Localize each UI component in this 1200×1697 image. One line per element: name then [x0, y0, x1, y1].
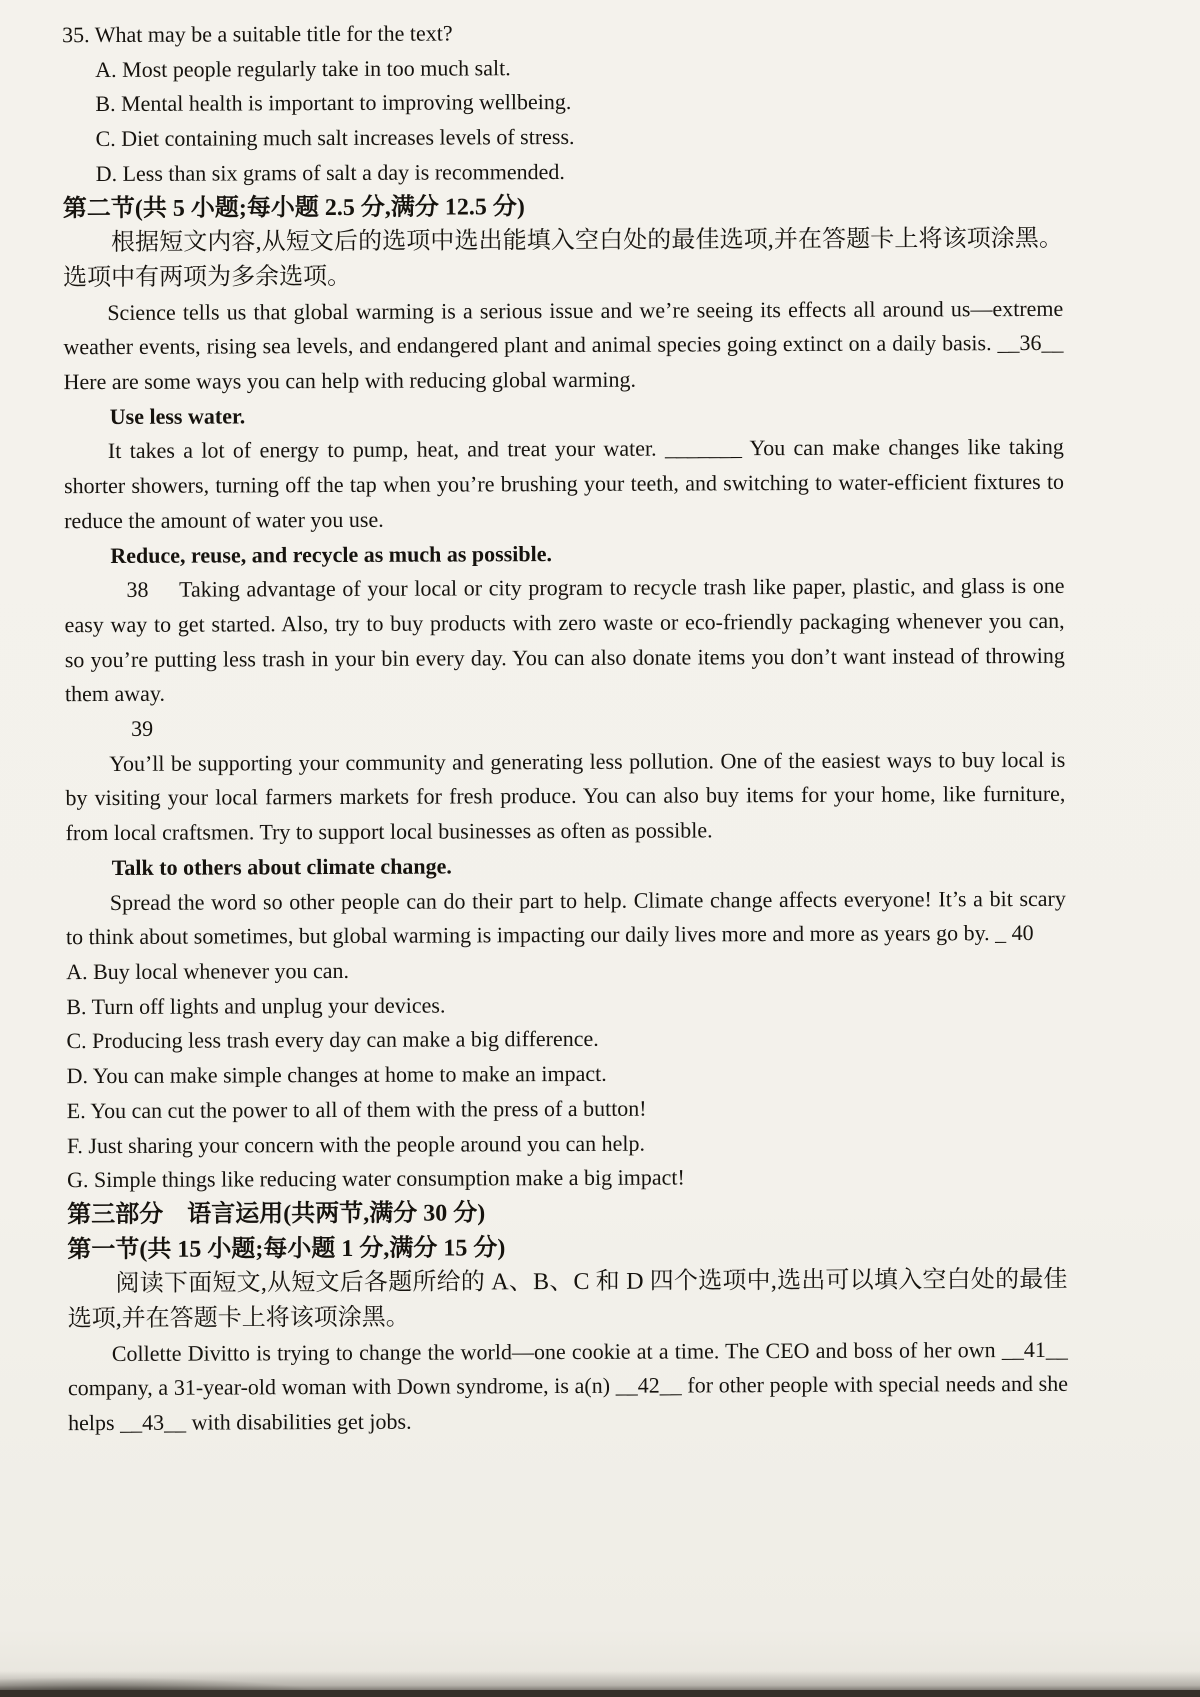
passage-heading-reduce-reuse-recycle: Reduce, reuse, and recycle as much as possible. [110, 540, 553, 568]
passage-para-recycle: 38 Taking advantage of your local or city program to recycle trash like paper, plastic, and glass is one easy way to get started. Also, try to buy products with zero waste or eco-friendly packaging whenever you can, so you’re putting less trash in your bin every day. You can also donate items you don’t want instead of throwing them away. [64, 573, 1065, 707]
passage-para-spread-word: Spread the word so other people can do their part to help. Climate change affects everyone! It’s a bit scary to think about sometimes, but global warming is impacting our daily lives more and more as years go by. _ 40 [65, 885, 1066, 950]
choice-c: C. Producing less trash every day can make a big difference. [66, 1026, 599, 1054]
question-35-stem: 35. What may be a suitable title for the text? [62, 20, 453, 48]
part3-section1-header: 第一节(共 15 小题;每小题 1 分,满分 15 分) [67, 1234, 506, 1263]
choice-f: F. Just sharing your concern with the people around you can help. [66, 1130, 646, 1158]
question-35-option-b: B. Mental health is important to improving wellbeing. [95, 89, 572, 117]
passage-heading-use-less-water: Use less water. [109, 403, 246, 429]
passage-para-water: It takes a lot of energy to pump, heat, and treat your water. _______ You can make changes like taking shorter showers, turning off the tap when you’re brushing your teeth, and switching to water-efficient fixtures to reduce the amount of water you use. [63, 434, 1065, 534]
blank-39-line: 39 [131, 715, 154, 741]
section2-header: 第二节(共 5 小题;每小题 2.5 分,满分 12.5 分) [62, 193, 525, 222]
question-35-option-c: C. Diet containing much salt increases levels of stress. [95, 124, 575, 152]
passage-heading-talk-climate: Talk to others about climate change. [111, 853, 452, 880]
page-content [62, 14, 1068, 1441]
part3-instructions: 阅读下面短文,从短文后各题所给的 A、B、C 和 D 四个选项中,选出可以填入空白处的最佳选项,并在答题卡上将该项涂黑。 [67, 1267, 1068, 1333]
question-35-option-d: D. Less than six grams of salt a day is recommended. [95, 158, 565, 186]
question-35-option-a: A. Most people regularly take in too much salt. [95, 54, 511, 82]
choice-a: A. Buy local whenever you can. [66, 957, 350, 985]
choice-g: G. Simple things like reducing water consumption make a big impact! [67, 1164, 685, 1193]
section2-instructions: 根据短文内容,从短文后的选项中选出能填入空白处的最佳选项,并在答题卡上将该项涂黑。选项中有两项为多余选项。 [63, 226, 1064, 292]
choice-d: D. You can make simple changes at home to make an impact. [66, 1060, 607, 1089]
choice-e: E. You can cut the power to all of them with the press of a button! [66, 1095, 647, 1123]
passage-para-buy-local: You’ll be supporting your community and generating less pollution. One of the easiest ways to buy local is by visiting your local farmers markets for fresh produce. You can also buy items for your home, like furniture, from local craftsmen. Try to support local businesses as often as possible. [65, 746, 1066, 846]
scan-bottom-shadow [0, 1671, 1200, 1697]
passage-intro: Science tells us that global warming is a serious issue and we’re seeing its effects all around us—extreme weather events, rising sea levels, and endangered plant and animal species going extinct on a daily basis. __36__ Here are some ways you can help with reducing global warming. [63, 295, 1064, 395]
choice-b: B. Turn off lights and unplug your devices. [66, 992, 446, 1019]
scan-bottom-edge [0, 1690, 1200, 1697]
part3-header: 第三部分 语言运用(共两节,满分 30 分) [67, 1200, 486, 1229]
cloze-passage: Collette Divitto is trying to change the world—one cookie at a time. The CEO and boss of her own __41__ company, a 31-year-old woman with Down syndrome, is a(n) __42__ for other people with special needs and she helps __43__ with disabilities get jobs. [67, 1336, 1069, 1436]
scan-smudge-artifact [0, 1677, 320, 1693]
